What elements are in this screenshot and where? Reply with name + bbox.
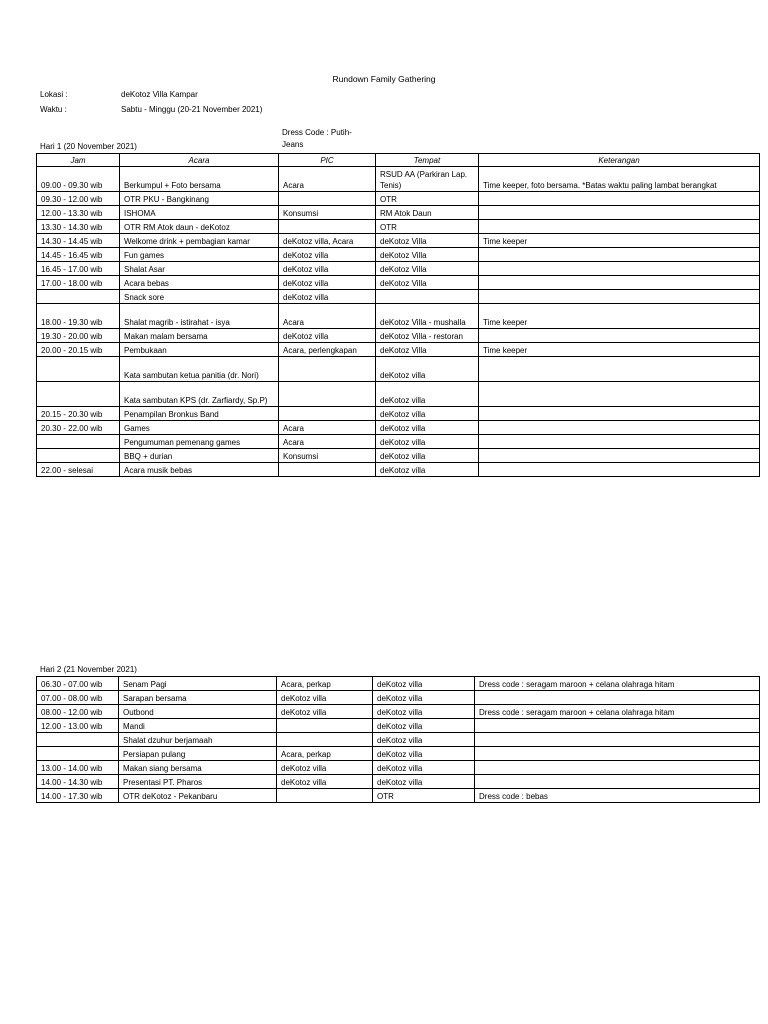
column-header-pic: PIC [279, 154, 376, 167]
cell-pic: Acara, perkap [277, 677, 373, 691]
cell-tempat: deKotoz villa [373, 747, 475, 761]
cell-acara: ISHOMA [120, 206, 279, 220]
cell-ket [479, 329, 760, 343]
cell-tempat: OTR [376, 192, 479, 206]
table-row [37, 463, 760, 477]
cell-acara: Shalat magrib - istirahat - isya [120, 304, 279, 329]
cell-pic [279, 357, 376, 382]
cell-acara: Acara bebas [120, 276, 279, 290]
cell-acara: OTR PKU - Bangkinang [120, 192, 279, 206]
table-row [37, 733, 760, 747]
cell-tempat: deKotoz Villa - restoran [376, 329, 479, 343]
cell-acara: Berkumpul + Foto bersama [120, 167, 279, 192]
table-row [37, 775, 760, 789]
cell-jam [37, 435, 120, 449]
day1-heading: Hari 1 (20 November 2021) [40, 142, 137, 151]
table-row [37, 357, 760, 382]
cell-pic: deKotoz villa [279, 290, 376, 304]
table-row [37, 192, 760, 206]
cell-tempat: deKotoz Villa [376, 343, 479, 357]
cell-tempat: deKotoz villa [376, 407, 479, 421]
cell-ket [479, 357, 760, 382]
cell-ket [475, 719, 760, 733]
cell-jam: 16.45 - 17.00 wib [37, 262, 120, 276]
cell-tempat: deKotoz villa [376, 357, 479, 382]
cell-tempat: deKotoz Villa [376, 262, 479, 276]
cell-ket: Time keeper, foto bersama. *Batas waktu paling lambat berangkat [479, 167, 760, 192]
cell-acara: Makan siang bersama [119, 761, 277, 775]
cell-acara: Persiapan pulang [119, 747, 277, 761]
cell-pic: Konsumsi [279, 449, 376, 463]
cell-jam: 19.30 - 20.00 wib [37, 329, 120, 343]
cell-ket [479, 192, 760, 206]
table-row [37, 234, 760, 248]
cell-ket [479, 449, 760, 463]
cell-jam [37, 357, 120, 382]
cell-tempat: deKotoz villa [373, 677, 475, 691]
cell-pic: deKotoz villa, Acara [279, 234, 376, 248]
cell-tempat: deKotoz villa [376, 421, 479, 435]
cell-ket [479, 382, 760, 407]
dress-code-note: Dress Code : Putih-Jeans [282, 128, 352, 149]
cell-tempat: OTR [373, 789, 475, 803]
cell-tempat: deKotoz villa [373, 775, 475, 789]
cell-pic [279, 463, 376, 477]
waktu-value: Sabtu - Minggu (20-21 November 2021) [121, 105, 263, 114]
cell-pic: Acara [279, 304, 376, 329]
cell-acara: Fun games [120, 248, 279, 262]
cell-tempat [376, 290, 479, 304]
column-header-tempat: Tempat [376, 154, 479, 167]
cell-tempat: deKotoz villa [373, 761, 475, 775]
cell-ket [479, 220, 760, 234]
cell-acara: Senam Pagi [119, 677, 277, 691]
table-row [37, 276, 760, 290]
column-header-jam: Jam [37, 154, 120, 167]
lokasi-label: Lokasi : [40, 90, 68, 99]
cell-tempat: deKotoz villa [376, 463, 479, 477]
table-row [37, 220, 760, 234]
cell-pic: Acara, perkap [277, 747, 373, 761]
cell-tempat: RM Atok Daun [376, 206, 479, 220]
cell-ket [475, 761, 760, 775]
cell-tempat: deKotoz villa [373, 705, 475, 719]
cell-tempat: deKotoz villa [376, 382, 479, 407]
cell-ket [479, 463, 760, 477]
table-row [37, 248, 760, 262]
column-header-keterangan: Keterangan [479, 154, 760, 167]
cell-jam [37, 290, 120, 304]
cell-pic: deKotoz villa [279, 262, 376, 276]
cell-acara: Shalat Asar [120, 262, 279, 276]
cell-pic: Acara [279, 421, 376, 435]
waktu-label: Waktu : [40, 105, 67, 114]
table-row [37, 435, 760, 449]
cell-acara: Kata sambutan KPS (dr. Zarfiardy, Sp.P) [120, 382, 279, 407]
cell-ket [479, 290, 760, 304]
table-row [37, 719, 760, 733]
cell-pic [277, 789, 373, 803]
cell-pic [279, 407, 376, 421]
cell-ket [475, 775, 760, 789]
cell-pic: deKotoz villa [279, 276, 376, 290]
cell-pic [277, 719, 373, 733]
table-row [37, 262, 760, 276]
cell-pic: deKotoz villa [279, 248, 376, 262]
table-row [37, 449, 760, 463]
cell-tempat: deKotoz villa [373, 719, 475, 733]
table-row [37, 407, 760, 421]
cell-ket: Dress code : seragam maroon + celana olahraga hitam [475, 677, 760, 691]
lokasi-value: deKotoz Villa Kampar [121, 90, 198, 99]
cell-acara: Pembukaan [120, 343, 279, 357]
cell-pic: Acara, perlengkapan [279, 343, 376, 357]
cell-jam: 09.30 - 12.00 wib [37, 192, 120, 206]
cell-jam [37, 449, 120, 463]
cell-ket: Time keeper [479, 304, 760, 329]
cell-jam: 18.00 - 19.30 wib [37, 304, 120, 329]
cell-jam: 09.00 - 09.30 wib [37, 167, 120, 192]
cell-jam: 14.30 - 14.45 wib [37, 234, 120, 248]
cell-pic: Acara [279, 435, 376, 449]
cell-acara: Kata sambutan ketua panitia (dr. Nori) [120, 357, 279, 382]
cell-acara: Presentasi PT. Pharos [119, 775, 277, 789]
cell-ket [479, 276, 760, 290]
cell-ket [475, 747, 760, 761]
cell-pic: deKotoz villa [279, 329, 376, 343]
cell-tempat: RSUD AA (Parkiran Lap. Tenis) [376, 167, 479, 192]
cell-jam: 12.00 - 13.30 wib [37, 206, 120, 220]
cell-jam: 13.00 - 14.00 wib [37, 761, 119, 775]
cell-tempat: deKotoz Villa [376, 276, 479, 290]
cell-ket [475, 691, 760, 705]
cell-ket [475, 733, 760, 747]
cell-acara: Welkome drink + pembagian kamar [120, 234, 279, 248]
cell-acara: OTR deKotoz - Pekanbaru [119, 789, 277, 803]
cell-pic [279, 382, 376, 407]
cell-tempat: OTR [376, 220, 479, 234]
cell-acara: Acara musik bebas [120, 463, 279, 477]
cell-acara: BBQ + durian [120, 449, 279, 463]
table-row [37, 206, 760, 220]
cell-ket: Time keeper [479, 343, 760, 357]
cell-ket [479, 206, 760, 220]
cell-ket [479, 435, 760, 449]
cell-acara: Sarapan bersama [119, 691, 277, 705]
cell-pic: deKotoz villa [277, 775, 373, 789]
cell-jam: 08.00 - 12.00 wib [37, 705, 119, 719]
table-row [37, 304, 760, 329]
cell-jam: 14.00 - 17.30 wib [37, 789, 119, 803]
cell-acara: OTR RM Atok daun - deKotoz [120, 220, 279, 234]
table-row [37, 705, 760, 719]
cell-tempat: deKotoz villa [373, 691, 475, 705]
cell-ket [479, 262, 760, 276]
cell-ket: Dress code : seragam maroon + celana olahraga hitam [475, 705, 760, 719]
cell-acara: Games [120, 421, 279, 435]
cell-jam [37, 382, 120, 407]
cell-ket: Dress code : bebas [475, 789, 760, 803]
table-row [37, 761, 760, 775]
cell-jam: 20.00 - 20.15 wib [37, 343, 120, 357]
cell-tempat: deKotoz villa [376, 435, 479, 449]
cell-jam: 13.30 - 14.30 wib [37, 220, 120, 234]
day1-header-row [37, 154, 760, 167]
day1-rundown-table [36, 153, 760, 477]
cell-acara: Mandi [119, 719, 277, 733]
cell-acara: Penampilan Bronkus Band [120, 407, 279, 421]
document-title: Rundown Family Gathering [332, 74, 436, 84]
cell-tempat: deKotoz Villa - mushalla [376, 304, 479, 329]
cell-jam: 07.00 - 08.00 wib [37, 691, 119, 705]
table-row [37, 421, 760, 435]
table-row [37, 789, 760, 803]
table-row [37, 747, 760, 761]
cell-acara: Makan malam bersama [120, 329, 279, 343]
table-row [37, 691, 760, 705]
cell-ket [479, 421, 760, 435]
cell-jam: 12.00 - 13.00 wib [37, 719, 119, 733]
cell-tempat: deKotoz Villa [376, 248, 479, 262]
cell-pic: Acara [279, 167, 376, 192]
cell-pic [279, 220, 376, 234]
cell-jam [37, 747, 119, 761]
cell-jam [37, 733, 119, 747]
table-row [37, 290, 760, 304]
cell-ket: Time keeper [479, 234, 760, 248]
day2-heading: Hari 2 (21 November 2021) [40, 665, 137, 674]
cell-pic: deKotoz villa [277, 691, 373, 705]
cell-tempat: deKotoz villa [376, 449, 479, 463]
table-row [37, 677, 760, 691]
day2-rundown-table [36, 676, 760, 803]
cell-jam: 17.00 - 18.00 wib [37, 276, 120, 290]
cell-tempat: deKotoz Villa [376, 234, 479, 248]
day2-table-body [37, 677, 760, 803]
cell-tempat: deKotoz villa [373, 733, 475, 747]
cell-jam: 06.30 - 07.00 wib [37, 677, 119, 691]
table-row [37, 343, 760, 357]
cell-pic: deKotoz villa [277, 705, 373, 719]
cell-acara: Shalat dzuhur berjamaah [119, 733, 277, 747]
cell-pic [279, 192, 376, 206]
cell-jam: 22.00 - selesai [37, 463, 120, 477]
table-row [37, 167, 760, 192]
cell-pic: deKotoz villa [277, 761, 373, 775]
cell-ket [479, 407, 760, 421]
cell-pic: Konsumsi [279, 206, 376, 220]
cell-acara: Snack sore [120, 290, 279, 304]
table-row [37, 382, 760, 407]
cell-jam: 14.45 - 16.45 wib [37, 248, 120, 262]
table-row [37, 329, 760, 343]
cell-jam: 20.15 - 20.30 wib [37, 407, 120, 421]
column-header-acara: Acara [120, 154, 279, 167]
cell-jam: 20.30 - 22.00 wib [37, 421, 120, 435]
day1-table-body [37, 167, 760, 477]
cell-acara: Pengumuman pemenang games [120, 435, 279, 449]
cell-ket [479, 248, 760, 262]
cell-pic [277, 733, 373, 747]
cell-acara: Outbond [119, 705, 277, 719]
cell-jam: 14.00 - 14.30 wib [37, 775, 119, 789]
